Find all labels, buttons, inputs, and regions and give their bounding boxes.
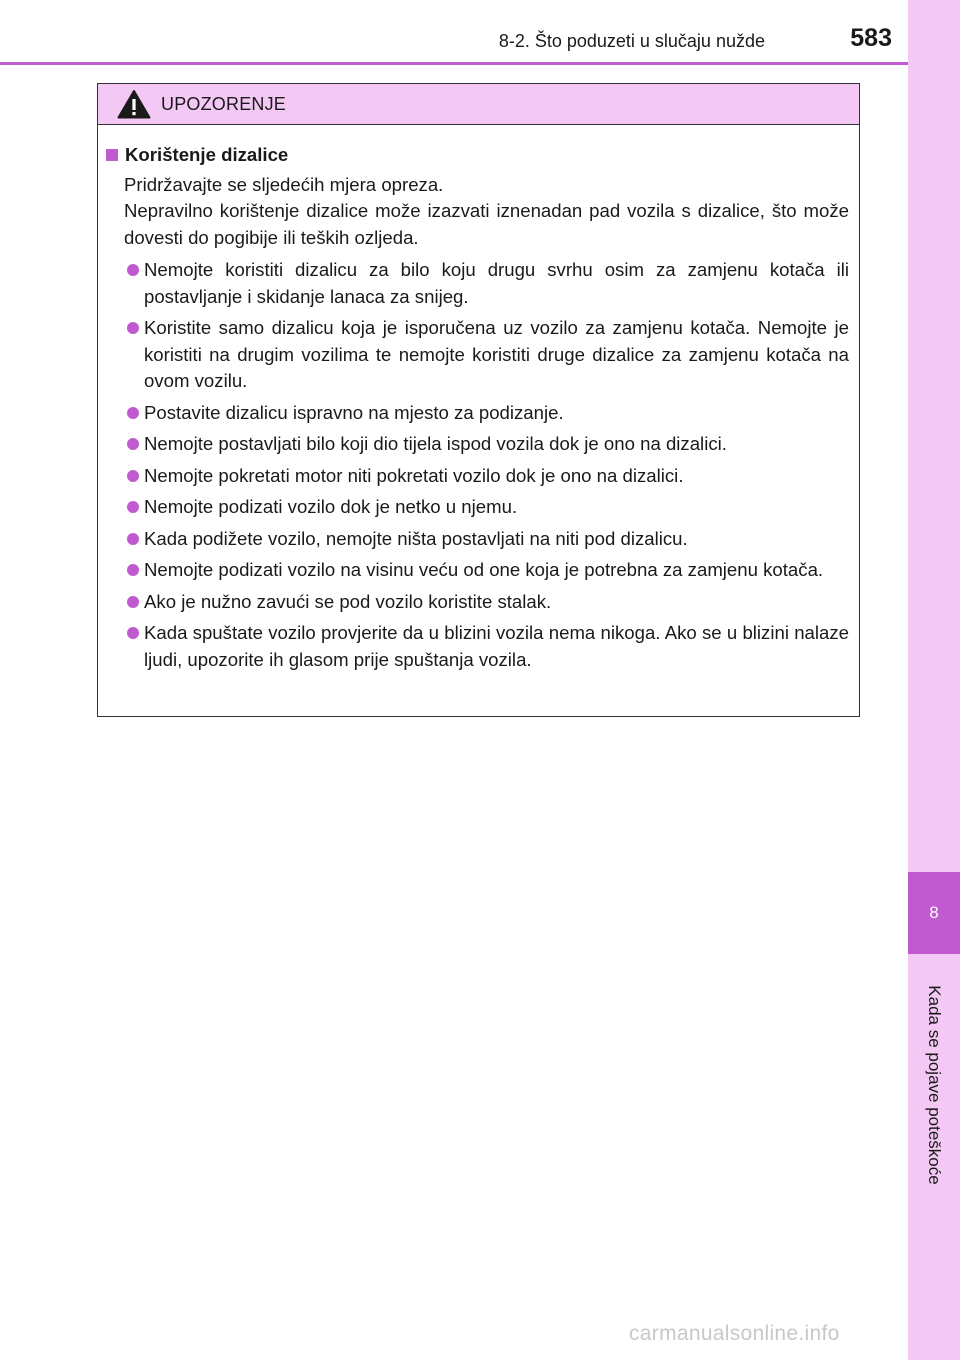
round-bullet-icon bbox=[127, 564, 139, 576]
list-item bbox=[106, 557, 849, 584]
list-item bbox=[106, 257, 849, 310]
square-bullet-icon bbox=[106, 149, 118, 161]
intro-line: Nepravilno korištenje dizalice može izazvati iznenadan pad vozila s dizalice, što može dovesti do pogibije ili teških ozljeda. bbox=[124, 200, 849, 248]
list-item bbox=[106, 620, 849, 673]
round-bullet-icon bbox=[127, 533, 139, 545]
page-number: 583 bbox=[850, 24, 892, 52]
round-bullet-icon bbox=[127, 501, 139, 513]
list-item-text: Kada podižete vozilo, nemojte ništa postavljati na niti pod dizalicu. bbox=[144, 527, 688, 549]
list-item bbox=[106, 494, 849, 521]
header-rule bbox=[0, 62, 908, 65]
list-item bbox=[106, 526, 849, 553]
warning-body bbox=[98, 125, 859, 673]
round-bullet-icon bbox=[127, 596, 139, 608]
list-item-text: Nemojte pokretati motor niti pokretati vozilo dok je ono na dizalici. bbox=[144, 464, 684, 486]
round-bullet-icon bbox=[127, 322, 139, 334]
list-item bbox=[106, 315, 849, 395]
warning-box bbox=[97, 83, 860, 717]
subheading bbox=[106, 142, 849, 169]
precaution-list bbox=[106, 257, 849, 673]
warning-label: UPOZORENJE bbox=[161, 93, 287, 114]
list-item-text: Nemojte koristiti dizalicu za bilo koju drugu svrhu osim za zamjenu kotača ili postavljanje i skidanje lanaca za snijeg. bbox=[144, 259, 849, 307]
warning-triangle-icon bbox=[117, 89, 151, 119]
round-bullet-icon bbox=[127, 470, 139, 482]
warning-header bbox=[98, 84, 859, 125]
round-bullet-icon bbox=[127, 438, 139, 450]
list-item bbox=[106, 431, 849, 458]
list-item-text: Postavite dizalicu ispravno na mjesto za podizanje. bbox=[144, 401, 564, 423]
round-bullet-icon bbox=[127, 627, 139, 639]
watermark-link[interactable]: carmanualsonline.info bbox=[629, 1322, 840, 1345]
list-item-text: Nemojte podizati vozilo na visinu veću od one koja je potrebna za zamjenu kotača. bbox=[144, 559, 824, 580]
chapter-title: Kada se pojave poteškoće bbox=[925, 985, 944, 1185]
intro-text bbox=[106, 172, 849, 252]
section-title: 8-2. Što poduzeti u slučaju nužde bbox=[498, 31, 765, 51]
chapter-number: 8 bbox=[929, 903, 939, 922]
list-item-text: Nemojte podizati vozilo dok je netko u njemu. bbox=[144, 496, 518, 517]
round-bullet-icon bbox=[127, 407, 139, 419]
list-item bbox=[106, 400, 849, 427]
list-item bbox=[106, 463, 849, 490]
list-item-text: Ako je nužno zavući se pod vozilo koristite stalak. bbox=[144, 590, 552, 612]
list-item-text: Koristite samo dizalicu koja je isporučena uz vozilo za zamjenu kotača. Nemojte je koristiti na drugim vozilima te nemojte koristiti druge dizalice za zamjenu kotača na ovom vozilu. bbox=[144, 317, 849, 391]
list-item-text: Nemojte postavljati bilo koji dio tijela ispod vozila dok je ono na dizalici. bbox=[144, 433, 727, 454]
list-item bbox=[106, 589, 849, 616]
round-bullet-icon bbox=[127, 264, 139, 276]
list-item-text: Kada spuštate vozilo provjerite da u blizini vozila nema nikoga. Ako se u blizini nalaze ljudi, upozorite ih glasom prije spuštanja vozila. bbox=[144, 622, 849, 670]
chapter-number-tab bbox=[908, 872, 960, 954]
intro-line: Pridržavajte se sljedećih mjera opreza. bbox=[124, 173, 444, 195]
page-header bbox=[0, 0, 908, 64]
subheading-text: Korištenje dizalice bbox=[125, 144, 289, 165]
